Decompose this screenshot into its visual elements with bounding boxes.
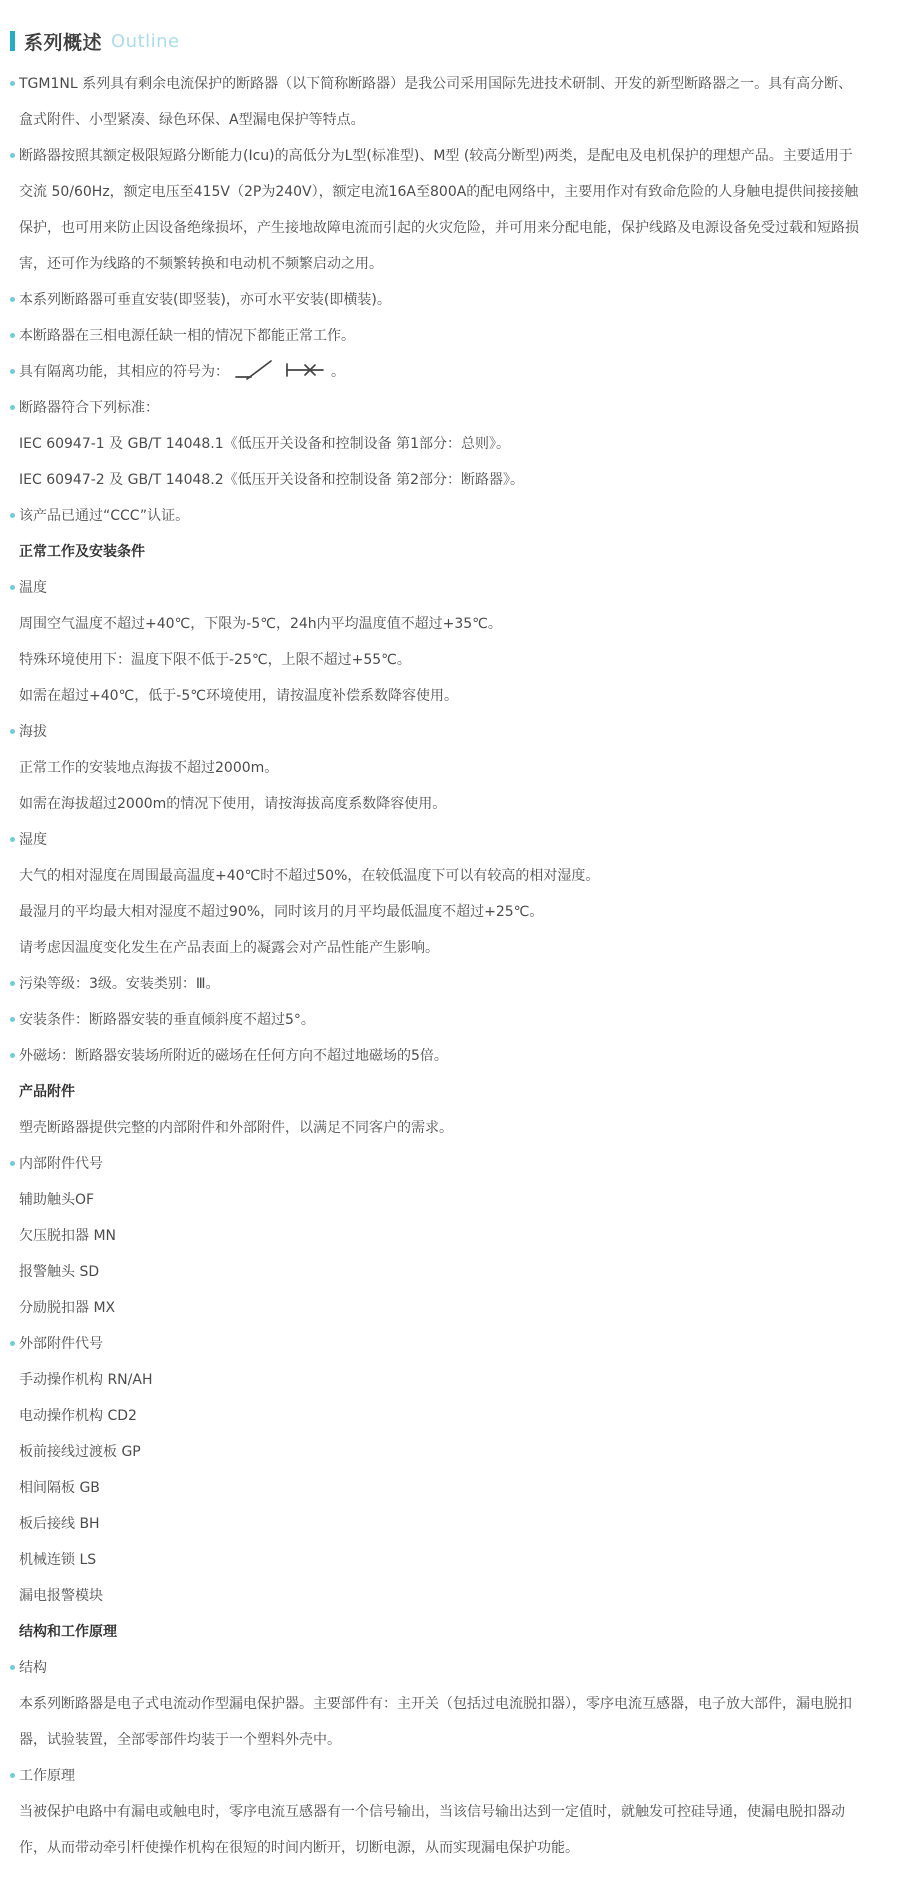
item-text: 当被保护电路中有漏电或触电时，零序电流互感器有一个信号输出，当该信号输出达到一定值时，就触发可控硅导通，使漏电脱扣器动作，从而带动牵引杆使操作机构在很短的时间内断开，切断电源，从而实现漏电保护功能。 <box>19 1804 845 1856</box>
item-text: IEC 60947-1 及 GB/T 14048.1《低压开关设备和控制设备 第1部分：总则》。 <box>19 436 511 452</box>
bullet-item <box>10 1758 862 1794</box>
bullet-item <box>10 1146 862 1182</box>
section-heading <box>10 1074 862 1110</box>
text-line <box>10 1398 862 1434</box>
page-title: 系列概述 <box>24 31 103 54</box>
text-line <box>10 1506 862 1542</box>
text-line <box>10 1182 862 1218</box>
item-text: 正常工作的安装地点海拔不超过2000m。 <box>19 760 279 776</box>
bullet-item <box>10 570 862 606</box>
bullet-item <box>10 1038 862 1074</box>
bullet-icon <box>10 333 15 338</box>
item-text: 如需在海拔超过2000m的情况下使用，请按海拔高度系数降容使用。 <box>19 796 447 812</box>
item-text: 该产品已通过“CCC”认证。 <box>19 508 190 524</box>
text-line <box>10 1434 862 1470</box>
bullet-item <box>10 390 862 426</box>
bullet-icon <box>10 153 15 158</box>
item-text: 断路器按照其额定极限短路分断能力(Icu)的高低分为L型(标准型)、M型 (较高分断型)两类，是配电及电机保护的理想产品。主要适用于交流 50/60Hz，额定电压至415V（2P为240V），额定电流16A至800A的配电网络中，主要用作对有致命危险的人身触电提供间接接触保护，也可用来防止因设备绝缘损坏，产生接地故障电流而引起的火灾危险，并可用来分配电能，保护线路及电源设备免受过载和短路损害，还可作为线路的不频繁转换和电动机不频繁启动之用。 <box>19 148 859 272</box>
text-line <box>10 858 862 894</box>
bullet-icon <box>10 369 15 374</box>
section-heading <box>10 1614 862 1650</box>
heading-text: 产品附件 <box>19 1084 75 1100</box>
bullet-icon <box>10 1341 15 1346</box>
bullet-item <box>10 1002 862 1038</box>
section-heading <box>10 534 862 570</box>
text-line <box>10 930 862 966</box>
item-text: 欠压脱扣器 MN <box>19 1228 117 1244</box>
item-text: 辅助触头OF <box>19 1192 95 1208</box>
item-text: 工作原理 <box>19 1768 75 1784</box>
page-title-en: Outline <box>111 30 180 52</box>
item-text: 大气的相对湿度在周围最高温度+40℃时不超过50%，在较低温度下可以有较高的相对湿度。 <box>19 868 600 884</box>
item-text: 结构 <box>19 1660 47 1676</box>
item-text: IEC 60947-2 及 GB/T 14048.2《低压开关设备和控制设备 第2部分：断路器》。 <box>19 472 525 488</box>
item-text: 湿度 <box>19 832 47 848</box>
heading-text: 结构和工作原理 <box>19 1624 117 1640</box>
text-line <box>10 1362 862 1398</box>
bullet-icon <box>10 837 15 842</box>
text-line <box>10 1254 862 1290</box>
text-line <box>10 1578 862 1614</box>
item-text: 手动操作机构 RN/AH <box>19 1372 153 1388</box>
section-header <box>10 28 862 54</box>
item-text: 断路器符合下列标准： <box>19 400 159 416</box>
bullet-icon <box>10 297 15 302</box>
text-line <box>10 1218 862 1254</box>
text-line <box>10 1470 862 1506</box>
item-text: 内部附件代号 <box>19 1156 103 1172</box>
item-text: TGM1NL 系列具有剩余电流保护的断路器（以下简称断路器）是我公司采用国际先进技术研制、开发的新型断路器之一。具有高分断、盒式附件、小型紧凑、绿色环保、A型漏电保护等特点。 <box>19 76 853 128</box>
item-text: 电动操作机构 CD2 <box>19 1408 137 1424</box>
heading-text: 正常工作及安装条件 <box>19 544 145 560</box>
item-text: 最湿月的平均最大相对湿度不超过90%，同时该月的月平均最低温度不超过+25℃。 <box>19 904 544 920</box>
item-text: 安装条件：断路器安装的垂直倾斜度不超过5°。 <box>19 1012 315 1028</box>
text-line <box>10 642 862 678</box>
item-text: 请考虑因温度变化发生在产品表面上的凝露会对产品性能产生影响。 <box>19 940 439 956</box>
item-text: 本系列断路器可垂直安装(即竖装)，亦可水平安装(即横装)。 <box>19 292 391 308</box>
item-text: 板前接线过渡板 GP <box>19 1444 141 1460</box>
text-line <box>10 462 862 498</box>
item-text: 。 <box>331 364 345 380</box>
item-text: 周围空气温度不超过+40℃，下限为-5℃，24h内平均温度值不超过+35℃。 <box>19 616 502 632</box>
bullet-item <box>10 498 862 534</box>
bullet-icon <box>10 981 15 986</box>
item-text: 分励脱扣器 MX <box>19 1300 116 1316</box>
item-text: 温度 <box>19 580 47 596</box>
text-line <box>10 786 862 822</box>
bullet-item <box>10 714 862 750</box>
item-text: 海拔 <box>19 724 47 740</box>
bullet-item <box>10 138 862 282</box>
item-text: 本断路器在三相电源任缺一相的情况下都能正常工作。 <box>19 328 355 344</box>
item-text: 特殊环境使用下：温度下限不低于-25℃，上限不超过+55℃。 <box>19 652 411 668</box>
item-text: 报警触头 SD <box>19 1264 100 1280</box>
isolation-function-symbol <box>284 358 326 382</box>
item-text: 具有隔离功能，其相应的符号为： <box>19 364 229 380</box>
text-line <box>10 1542 862 1578</box>
item-text: 塑壳断路器提供完整的内部附件和外部附件，以满足不同客户的需求。 <box>19 1120 453 1136</box>
item-text: 污染等级：3级。安装类别：Ⅲ。 <box>19 976 220 992</box>
text-line <box>10 1794 862 1866</box>
text-line <box>10 678 862 714</box>
accent-bar-icon <box>10 31 15 51</box>
text-line <box>10 894 862 930</box>
item-text: 漏电报警模块 <box>19 1588 103 1604</box>
bullet-item <box>10 66 862 138</box>
bullet-icon <box>10 1665 15 1670</box>
bullet-icon <box>10 1773 15 1778</box>
item-text: 本系列断路器是电子式电流动作型漏电保护器。主要部件有：主开关（包括过电流脱扣器），零序电流互感器，电子放大部件，漏电脱扣器，试验装置，全部零部件均装于一个塑料外壳中。 <box>19 1696 852 1748</box>
text-line <box>10 426 862 462</box>
text-line <box>10 1110 862 1146</box>
bullet-item <box>10 822 862 858</box>
bullet-item <box>10 1326 862 1362</box>
item-text: 外磁场：断路器安装场所附近的磁场在任何方向不超过地磁场的5倍。 <box>19 1048 448 1064</box>
bullet-icon <box>10 585 15 590</box>
bullet-icon <box>10 729 15 734</box>
bullet-icon <box>10 405 15 410</box>
bullet-item <box>10 318 862 354</box>
bullet-icon <box>10 513 15 518</box>
text-line <box>10 606 862 642</box>
item-text: 机械连锁 LS <box>19 1552 97 1568</box>
text-line <box>10 1290 862 1326</box>
text-line <box>10 750 862 786</box>
bullet-icon <box>10 81 15 86</box>
item-text: 板后接线 BH <box>19 1516 100 1532</box>
bullet-item <box>10 282 862 318</box>
bullet-icon <box>10 1053 15 1058</box>
bullet-icon <box>10 1017 15 1022</box>
disconnector-switch-symbol <box>234 358 274 382</box>
item-text: 相间隔板 GB <box>19 1480 100 1496</box>
text-line <box>10 1686 862 1758</box>
bullet-icon <box>10 1161 15 1166</box>
item-text: 外部附件代号 <box>19 1336 103 1352</box>
bullet-item <box>10 966 862 1002</box>
bullet-item-isolation <box>10 354 862 390</box>
bullet-item <box>10 1650 862 1686</box>
item-text: 如需在超过+40℃，低于-5℃环境使用，请按温度补偿系数降容使用。 <box>19 688 458 704</box>
